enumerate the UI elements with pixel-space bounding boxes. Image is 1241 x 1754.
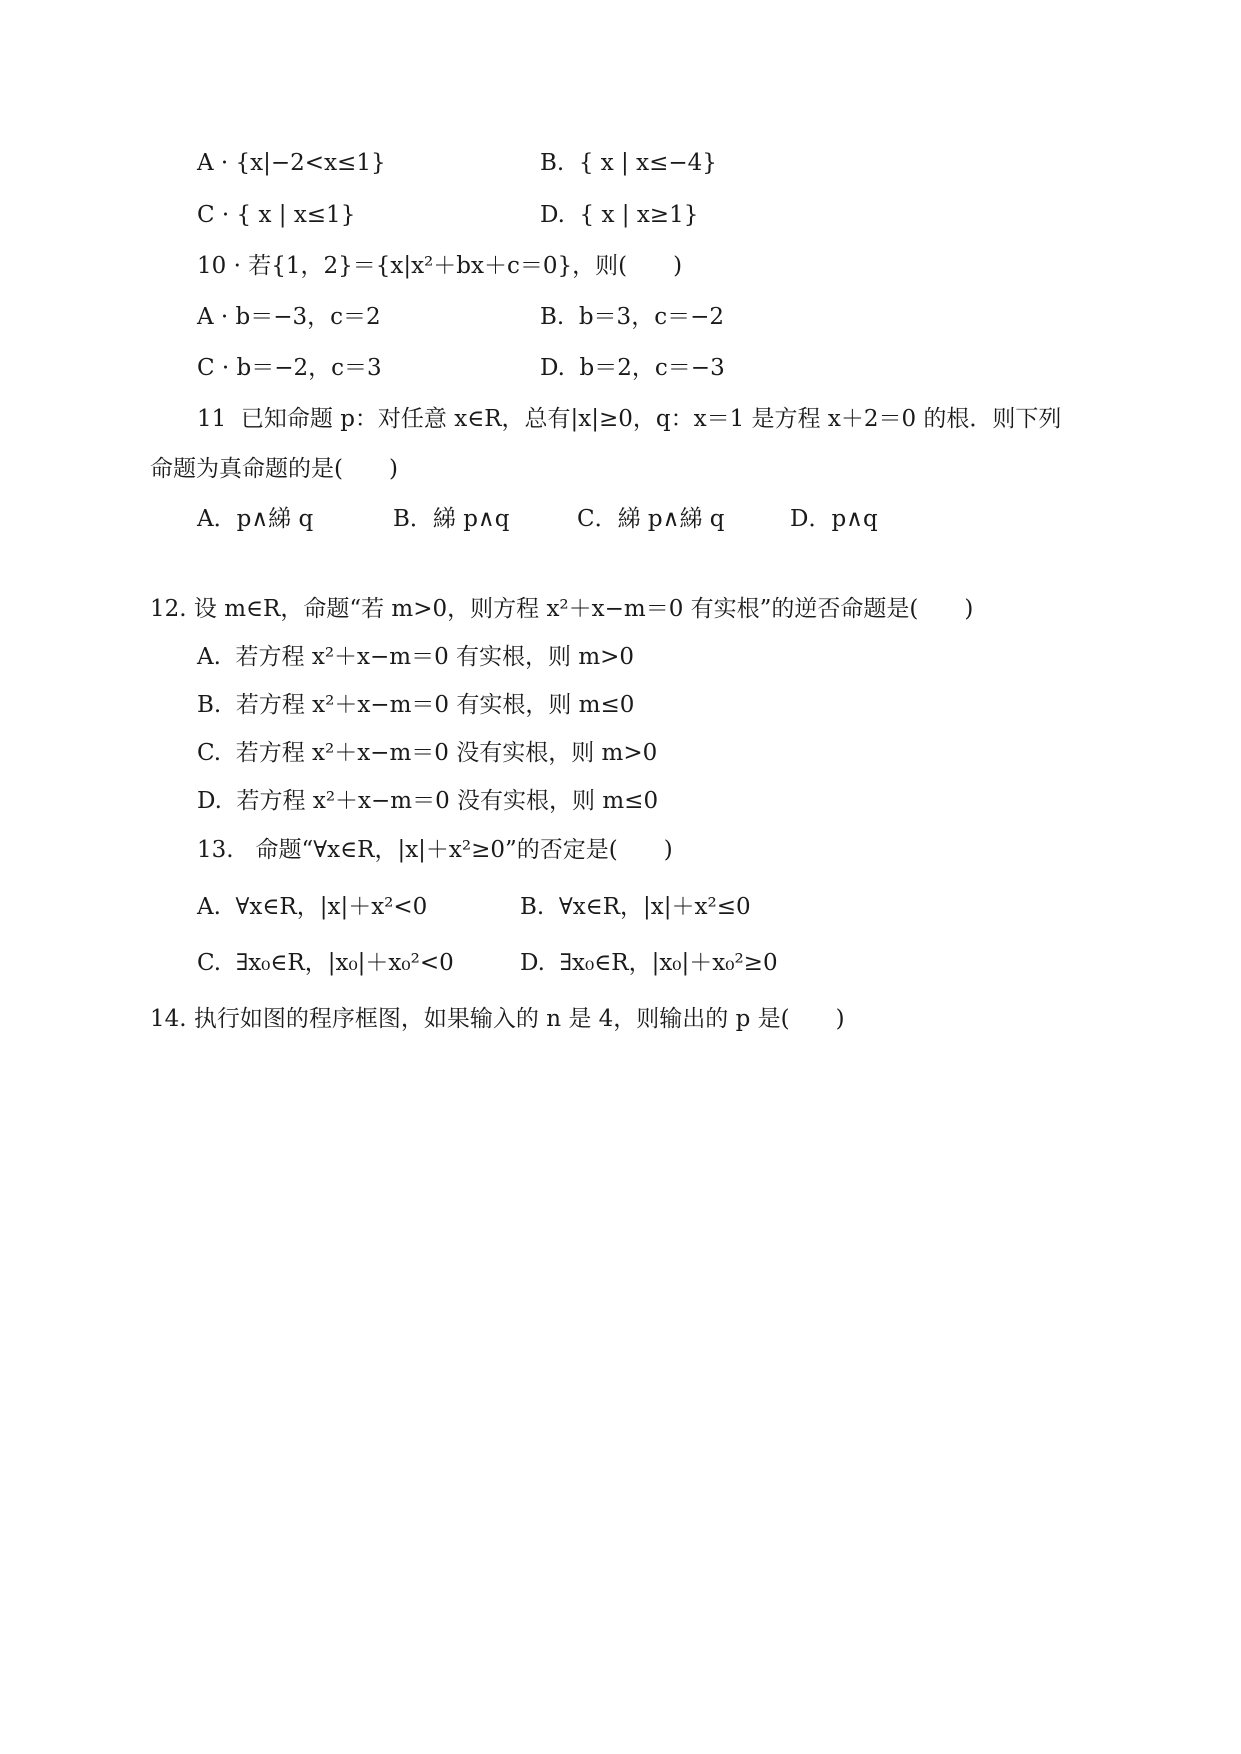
q11-option-c: C．綈 p∧綈 q [577,506,725,532]
q12-option-d: D. 若方程 x²＋x−m＝0 没有实根，则 m≤0 [197,788,659,814]
q10-option-d: D. b＝2，c＝−3 [540,355,725,381]
q12-stem: 12. 设 m∈R，命题“若 m>0，则方程 x²＋x−m＝0 有实根”的逆否命题是( ) [150,596,974,622]
q14-stem: 14. 执行如图的程序框图，如果输入的 n 是 4，则输出的 p 是( ) [150,1006,845,1032]
q13-option-b: B. ∀x∈R，|x|＋x²≤0 [520,894,751,920]
q12-option-c: C. 若方程 x²＋x−m＝0 没有实根，则 m>0 [197,740,658,766]
q9-option-c: C · { x | x≤1} [197,202,356,228]
q12-option-a: A. 若方程 x²＋x−m＝0 有实根，则 m>0 [197,644,635,670]
q11-option-b: B．綈 p∧q [393,506,510,532]
q13-option-d: D. ∃x₀∈R，|x₀|＋x₀²≥0 [520,950,778,976]
q11-option-a: A．p∧綈 q [197,506,314,532]
q10-option-b: B. b＝3，c＝−2 [540,304,724,330]
q10-option-a: A · b＝−3，c＝2 [197,304,381,330]
q11-option-d: D．p∧q [790,506,878,532]
q10-stem: 10 · 若{1，2}＝{x|x²＋bx＋c＝0}，则( ) [197,253,683,279]
q13-option-a: A. ∀x∈R，|x|＋x²<0 [197,894,428,920]
q13-option-c: C. ∃x₀∈R，|x₀|＋x₀²<0 [197,950,454,976]
q13-stem: 13. 命题“∀x∈R，|x|＋x²≥0”的否定是( ) [197,837,673,863]
q10-option-c: C · b＝−2，c＝3 [197,355,382,381]
q11-stem-line1: 11 已知命题 p：对任意 x∈R，总有|x|≥0，q：x＝1 是方程 x＋2＝0 的根．则下列 [197,406,1062,432]
q9-option-b: B. { x | x≤−4} [540,150,717,176]
q9-option-a: A · {x|−2<x≤1} [197,150,386,176]
q11-stem-line2: 命题为真命题的是( ) [150,456,398,482]
q12-option-b: B. 若方程 x²＋x−m＝0 有实根，则 m≤0 [197,692,635,718]
q9-option-d: D. { x | x≥1} [540,202,699,228]
